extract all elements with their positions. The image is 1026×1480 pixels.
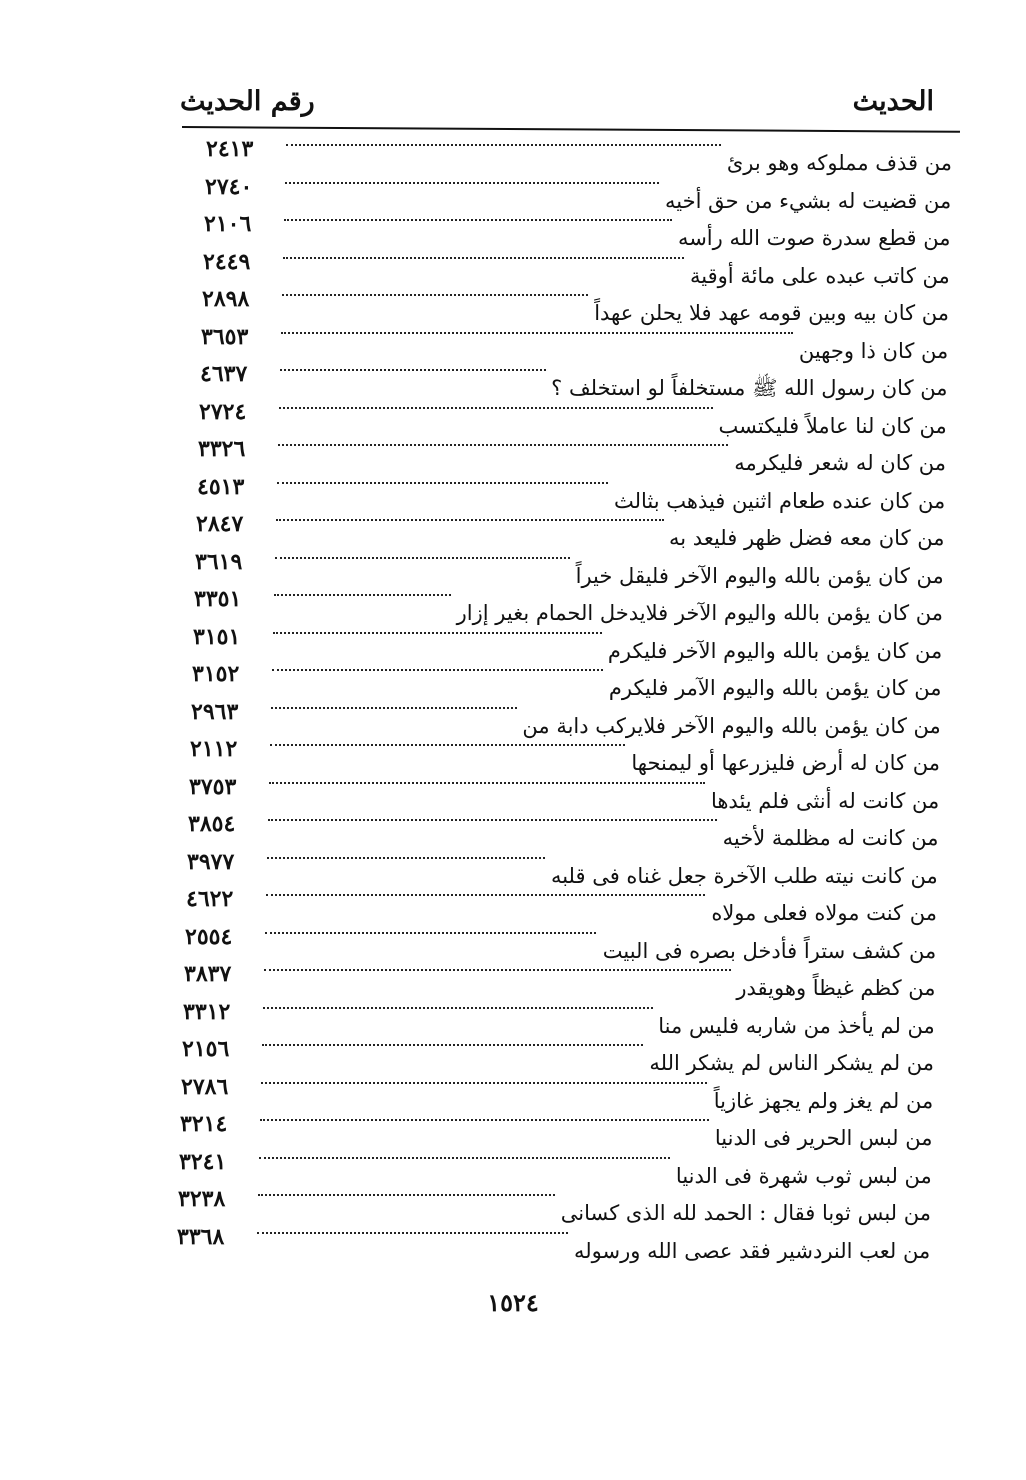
index-row [197, 474, 945, 514]
hadith-text: من كانت له مظلمة لأخيه [722, 826, 939, 850]
leader-dots [269, 782, 705, 784]
index-row [185, 924, 936, 964]
hadith-number: ٣٢١٤ [180, 1111, 228, 1137]
hadith-text: من كان لنا عاملاً فليكتسب [718, 413, 947, 438]
hadith-number: ٣٣٥١ [194, 586, 242, 612]
leader-dots [276, 519, 664, 521]
index-row [191, 699, 941, 739]
hadith-number: ٢٧٨٦ [181, 1073, 229, 1100]
hadith-text: من قذف مملوكه وهو برئ [726, 151, 952, 175]
index-row [203, 249, 950, 289]
hadith-number: ٣٣٦٨ [177, 1223, 225, 1250]
column-header-hadith: الحديث [852, 86, 934, 117]
hadith-number: ٢٧٢٤ [199, 398, 247, 425]
hadith-number: ٢٥٥٤ [185, 923, 233, 950]
hadith-number: ٤٦٣٧ [200, 361, 248, 387]
hadith-number: ٣١٥٢ [192, 661, 240, 687]
index-row [194, 586, 943, 626]
index-row [189, 774, 939, 814]
hadith-text: من لم يغز ولم يجهز غازياً [713, 1088, 934, 1113]
hadith-number: ٣٦١٩ [195, 548, 243, 575]
index-row [186, 886, 937, 926]
hadith-number: ٣٧٥٣ [189, 773, 237, 800]
hadith-text: من كان بيه وبين قومه عهد فلا يحلن عهداً [594, 301, 949, 325]
hadith-text: من كان يؤمن بالله واليوم الآخر فليكرم [607, 638, 943, 663]
header-rule [182, 126, 960, 133]
leader-dots [284, 219, 672, 221]
leader-dots [275, 557, 570, 559]
leader-dots [280, 369, 546, 371]
hadith-number: ٣٩٧٧ [187, 848, 235, 875]
index-row [187, 849, 938, 889]
leader-dots [274, 594, 451, 596]
hadith-text: من لعب النردشير فقد عصى الله ورسوله [574, 1238, 931, 1263]
index-row [179, 1149, 932, 1189]
index-row [198, 436, 946, 476]
hadith-number: ٤٥١٣ [197, 473, 245, 500]
hadith-text: من كان معه فضل ظهر فليعد به [669, 526, 945, 550]
leader-dots [273, 632, 602, 634]
hadith-text: من لم يشكر الناس لم يشكر الله [649, 1051, 934, 1075]
hadith-number: ٤٦٢٢ [186, 886, 234, 912]
index-row [178, 1186, 931, 1226]
hadith-text: من كان رسول الله ﷺ مستخلفاً لو استخلف ؟ [551, 376, 948, 400]
leader-dots [267, 857, 545, 859]
hadith-number: ٣١٥١ [193, 623, 241, 650]
hadith-text: من كان له أرض فليزرعها أو ليمنحها [631, 751, 940, 775]
hadith-number: ٢٧٤٠ [205, 173, 253, 200]
leader-dots [282, 294, 588, 296]
leader-dots [283, 257, 684, 259]
hadith-number: ٢٤٤٩ [203, 248, 251, 275]
hadith-text: من كشف ستراً فأدخل بصره فى البيت [602, 938, 937, 963]
hadith-number: ٢١٠٦ [204, 211, 252, 237]
leader-dots [281, 332, 793, 334]
leader-dots [286, 144, 721, 146]
index-row [192, 661, 942, 701]
leader-dots [258, 1194, 555, 1196]
index-row [206, 136, 952, 176]
leader-dots [271, 707, 517, 709]
index-row [184, 961, 936, 1001]
index-row [200, 361, 948, 401]
hadith-number: ٢٩٦٣ [191, 698, 239, 725]
leader-dots [277, 482, 608, 484]
index-row [177, 1224, 930, 1264]
hadith-number: ٣٣٢٦ [198, 436, 246, 462]
leader-dots [279, 407, 713, 409]
hadith-number: ٢١٥٦ [182, 1036, 230, 1062]
hadith-text: من قطع سدرة صوت الله رأسه [677, 226, 951, 250]
hadith-number: ٣٣١٢ [183, 998, 231, 1025]
index-row [182, 1036, 934, 1076]
hadith-text: من لبس ثوب شهرة فى الدنيا [675, 1163, 932, 1188]
index-row [204, 211, 951, 251]
hadith-number: ٣٨٥٤ [188, 811, 236, 837]
index-row [202, 286, 949, 326]
leader-dots [263, 1007, 653, 1009]
hadith-number: ٢٨٩٨ [202, 286, 250, 312]
index-row [196, 511, 945, 551]
hadith-text: من لبس ثوبا فقال : الحمد لله الذى كسانى [560, 1201, 931, 1225]
hadith-text: من كنت مولاه فعلى مولاه [711, 901, 937, 925]
hadith-number: ٢١١٢ [190, 736, 238, 762]
leader-dots [268, 819, 717, 821]
hadith-number: ٣٢٣٨ [178, 1186, 226, 1212]
index-row [180, 1111, 933, 1151]
hadith-text: من كان له شعر فليكرمه [734, 451, 946, 475]
leader-dots [265, 932, 596, 934]
leader-dots [266, 894, 705, 896]
index-row [199, 399, 947, 439]
hadith-text: من كان يؤمن بالله واليوم الآمر فليكرم [608, 676, 942, 700]
leader-dots [278, 444, 728, 446]
index-row [201, 324, 948, 364]
index-row [195, 549, 944, 589]
hadith-number: ٣٢٤١ [179, 1148, 227, 1175]
leader-dots [260, 1119, 709, 1121]
leader-dots [262, 1044, 643, 1046]
hadith-number: ٣٨٣٧ [184, 961, 232, 987]
hadith-number: ٢٤١٣ [206, 136, 254, 162]
hadith-text: من كظم غيظاً وهويقدر [736, 976, 936, 1000]
hadith-text: من كان ذا وجهين [798, 338, 949, 363]
leader-dots [272, 669, 603, 671]
index-row [188, 811, 939, 851]
leader-dots [285, 182, 659, 184]
hadith-text: من لبس الحرير فى الدنيا [714, 1126, 933, 1150]
hadith-number: ٢٨٤٧ [196, 511, 244, 537]
hadith-text: من كان يؤمن بالله واليوم الآخر فليقل خيراً [575, 563, 944, 588]
index-row [205, 174, 951, 214]
hadith-text: من كانت نيته طلب الآخرة جعل غناه فى قلبه [550, 863, 938, 888]
column-header-hadith-number: رقم الحديث [180, 86, 315, 117]
hadith-text: من كاتب عبده على مائة أوقية [690, 263, 950, 288]
leader-dots [264, 969, 731, 971]
index-row [190, 736, 940, 776]
hadith-number: ٣٦٥٣ [201, 323, 249, 350]
leader-dots [259, 1157, 670, 1159]
page-number: ١٥٢٤ [487, 1288, 539, 1317]
hadith-text: من كان يؤمن بالله واليوم الآخر فلايدخل الحمام بغير إزار [456, 601, 943, 625]
leader-dots [270, 744, 625, 746]
index-row [183, 999, 935, 1039]
hadith-text: من كان عنده طعام اثنين فيذهب بثالث [613, 488, 946, 513]
leader-dots [257, 1232, 568, 1234]
index-row [181, 1074, 933, 1114]
index-row [193, 624, 942, 664]
hadith-text: من كانت له أنثى فلم يئدها [710, 788, 940, 813]
hadith-text: من لم يأخذ من شاربه فليس منا [658, 1013, 935, 1038]
leader-dots [261, 1082, 707, 1084]
hadith-text: من قضيت له بشيء من حق أخيه [665, 188, 952, 213]
hadith-text: من كان يؤمن بالله واليوم الآخر فلايركب دابة من [522, 713, 941, 738]
